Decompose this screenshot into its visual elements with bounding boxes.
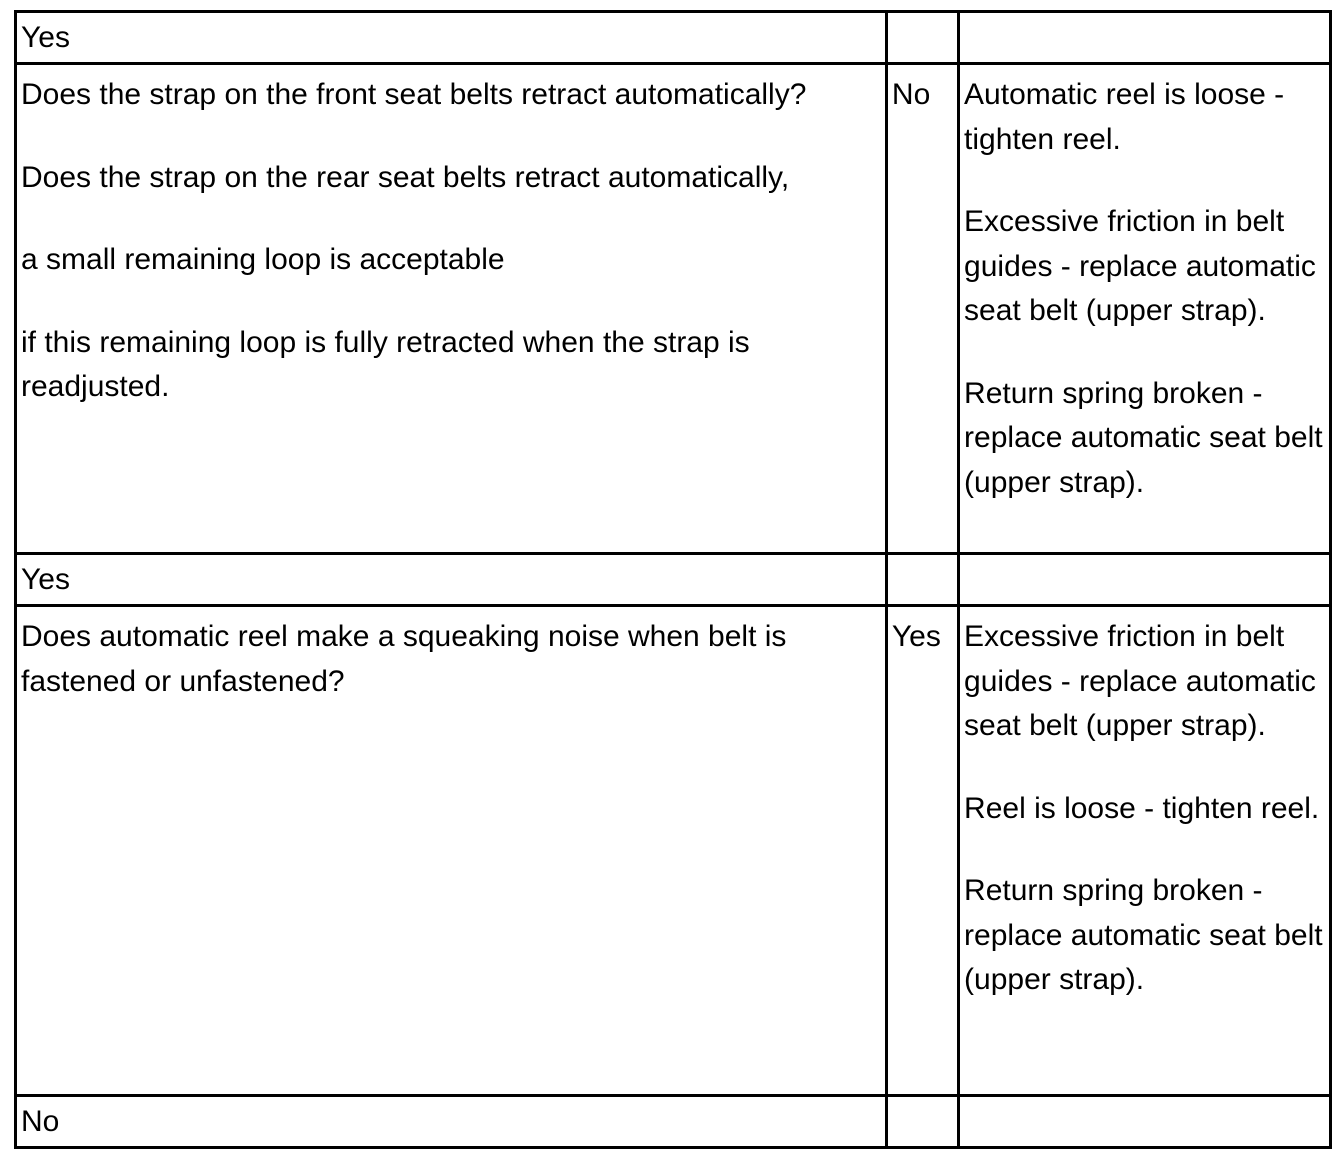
question-text: if this remaining loop is fully retracted when the strap is readjusted. [21, 325, 750, 403]
question-cell [16, 606, 887, 1096]
answer-cell: Yes [886, 606, 958, 1096]
answer-cell [886, 554, 958, 606]
table-row [16, 554, 1331, 606]
question-text: Does automatic reel make a squeaking noise when belt is fastened or unfastened? [21, 620, 787, 698]
question-cell [16, 554, 887, 606]
question-cell [16, 1096, 887, 1148]
answer-cell [886, 1096, 958, 1148]
answer-cell: No [886, 64, 958, 554]
answer-cell [886, 12, 958, 64]
question-text: a small remaining loop is acceptable [21, 243, 505, 276]
table-row [16, 64, 1331, 554]
remedy-text: Excessive friction in belt guides - replace automatic seat belt (upper strap). [964, 205, 1316, 327]
question-cell [16, 12, 887, 64]
remedy-text: Return spring broken - replace automatic seat belt (upper strap). [964, 376, 1323, 499]
table-row [16, 606, 1331, 1096]
remedy-cell [959, 554, 1331, 606]
diagnostic-table [14, 10, 1332, 1149]
remedy-cell [959, 64, 1331, 554]
row-label: Yes [21, 21, 70, 54]
remedy-cell [959, 1096, 1331, 1148]
remedy-cell [959, 606, 1331, 1096]
remedy-text: Reel is loose - tighten reel. [964, 791, 1320, 825]
remedy-text: Return spring broken - replace automatic seat belt (upper strap). [964, 874, 1323, 996]
question-text: Does the strap on the front seat belts retract automatically? [21, 78, 807, 111]
question-cell [16, 64, 887, 554]
table-row [16, 12, 1331, 64]
remedy-text: Excessive friction in belt guides - replace automatic seat belt (upper strap). [964, 620, 1316, 742]
remedy-text: Automatic reel is loose - tighten reel. [964, 78, 1285, 156]
row-label: Yes [21, 563, 70, 596]
question-text: Does the strap on the rear seat belts retract automatically, [21, 160, 790, 194]
remedy-cell [959, 12, 1331, 64]
table-row [16, 1096, 1331, 1148]
row-label: No [21, 1105, 60, 1138]
